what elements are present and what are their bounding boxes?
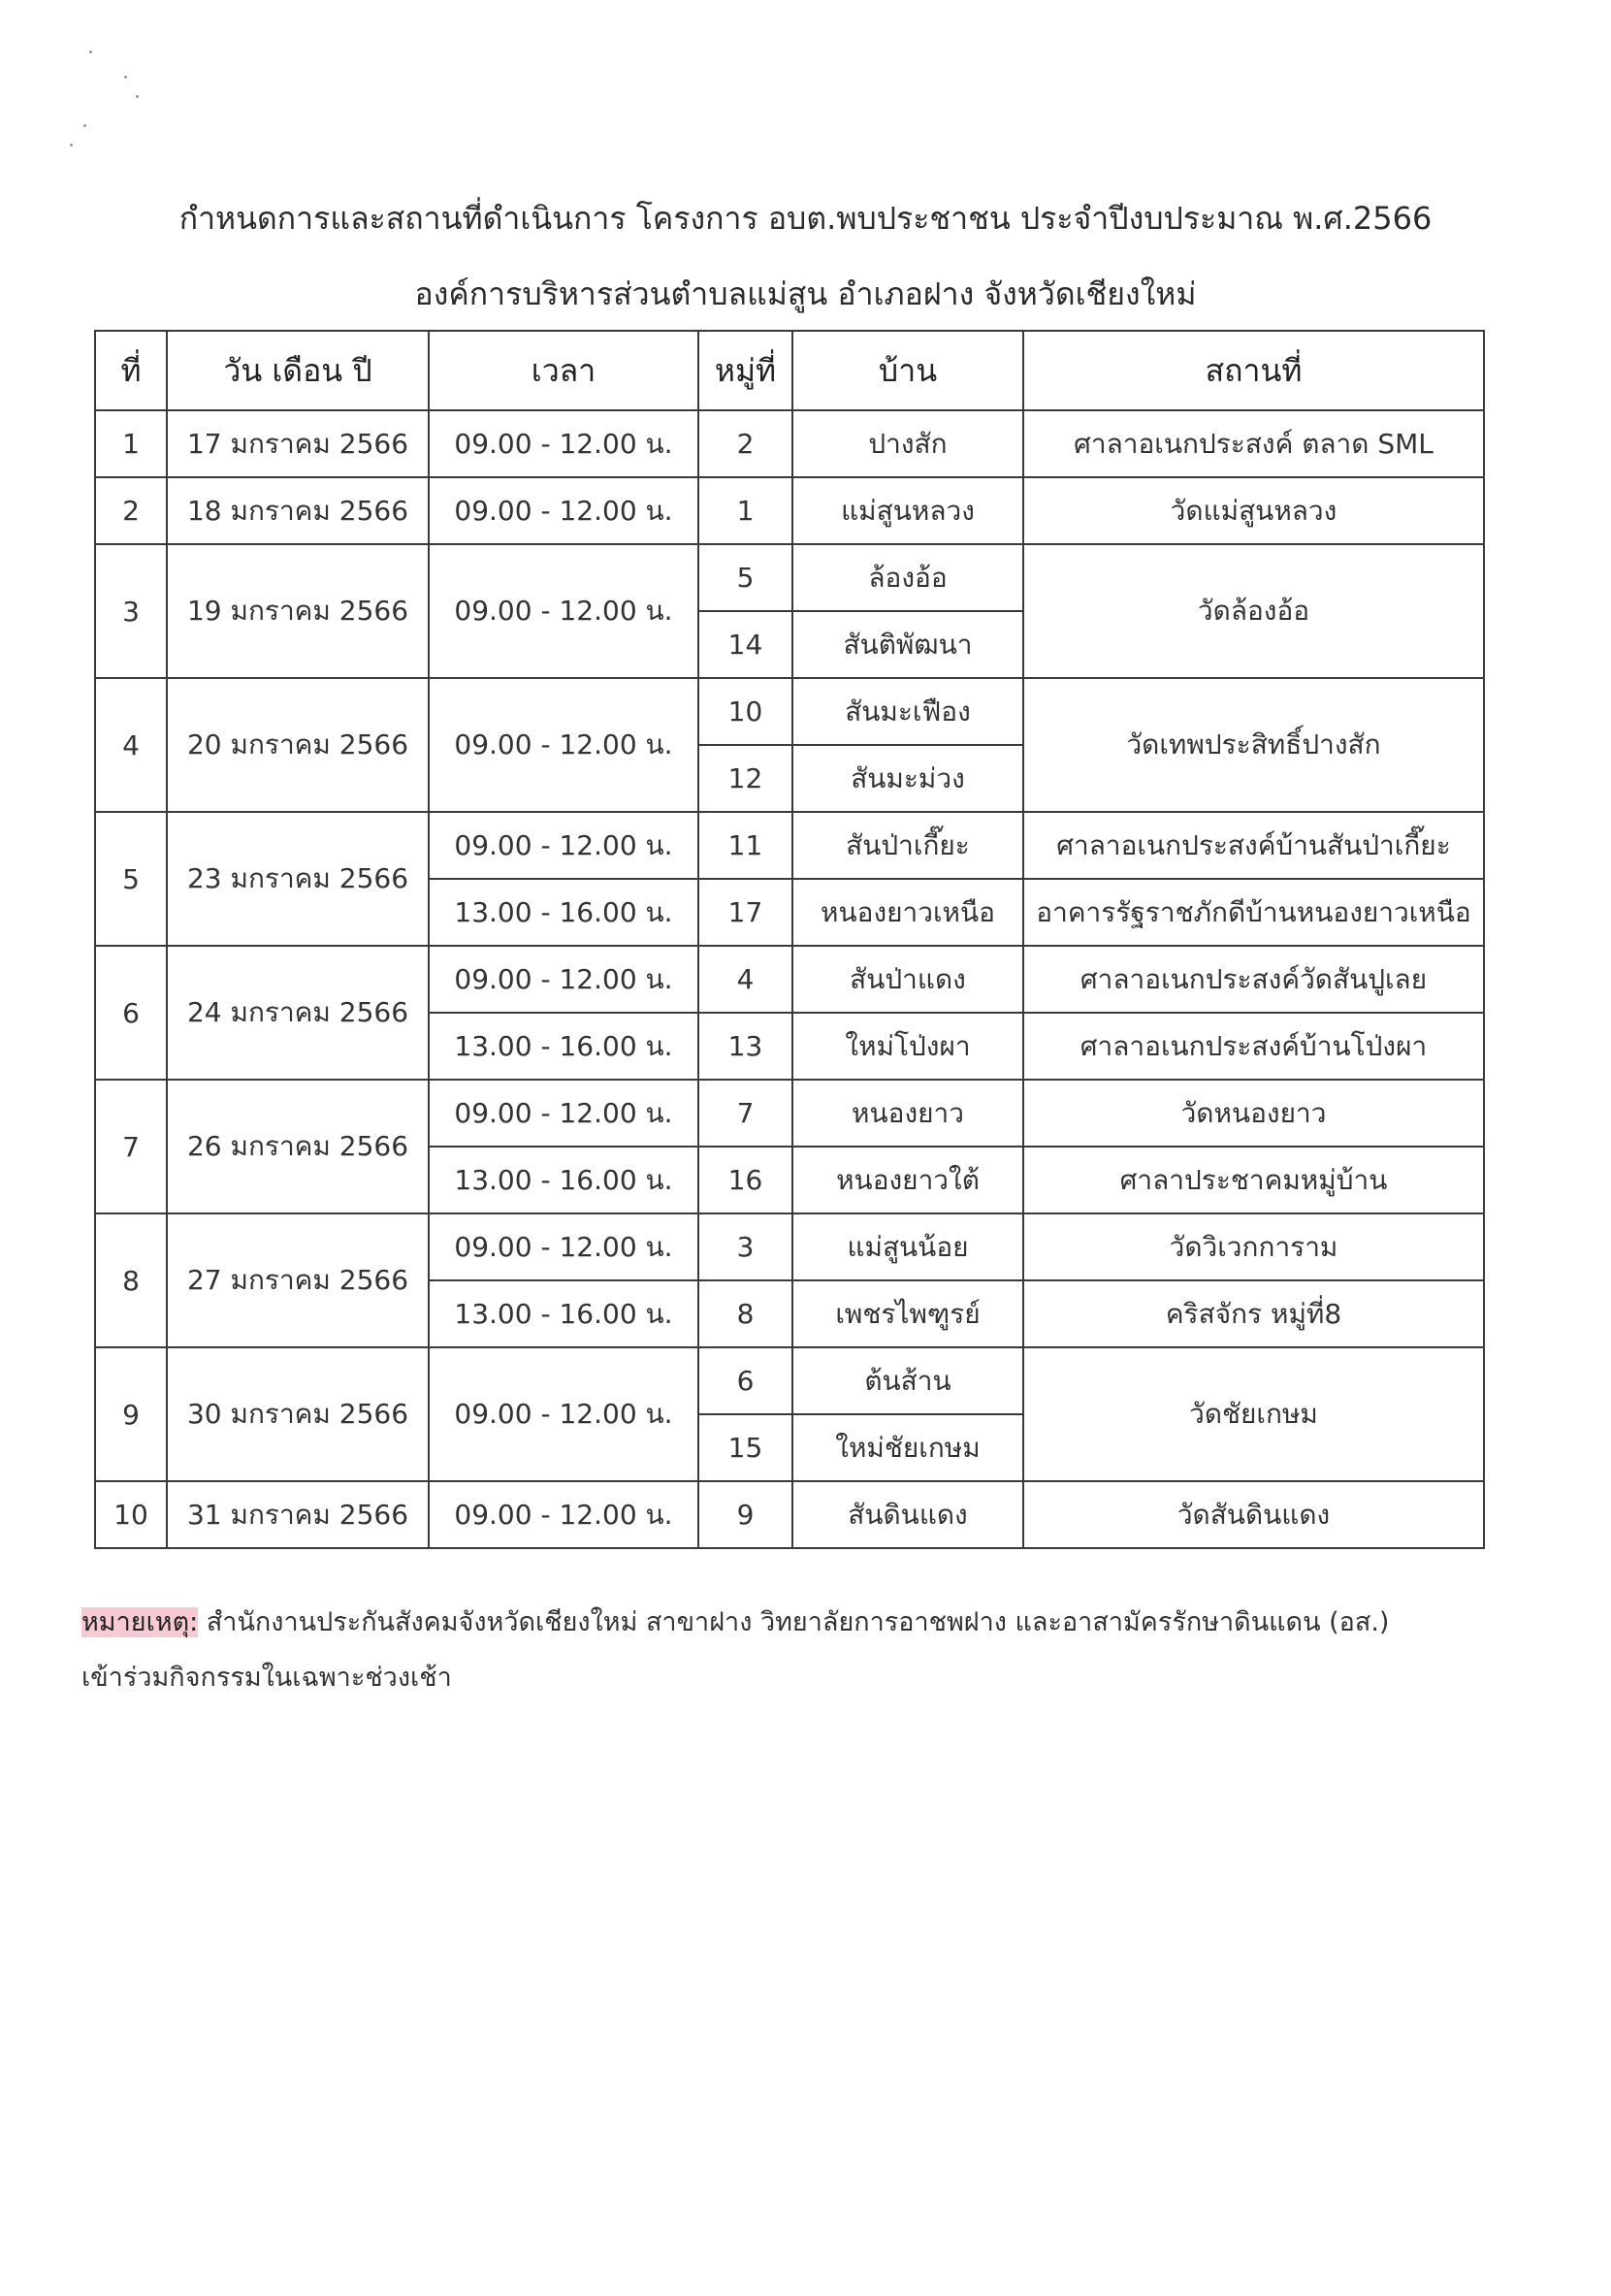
place-cell: ศาลาประชาคมหมู่บ้าน [1023, 1147, 1484, 1213]
time-cell: 09.00 - 12.00 น. [429, 1213, 698, 1280]
column-header-moo: หมู่ที่ [698, 331, 792, 410]
village-cell: หนองยาวใต้ [792, 1147, 1023, 1213]
row-number: 5 [95, 812, 167, 946]
village-cell: ใหม่ชัยเกษม [792, 1414, 1023, 1481]
column-header-date: วัน เดือน ปี [167, 331, 429, 410]
village-cell: สันดินแดง [792, 1481, 1023, 1548]
place-cell: วัดวิเวกการาม [1023, 1213, 1484, 1280]
table-row [95, 1213, 1484, 1280]
row-number: 3 [95, 544, 167, 678]
village-cell: ล้องอ้อ [792, 544, 1023, 611]
village-cell: หนองยาวเหนือ [792, 879, 1023, 946]
date-cell: 23 มกราคม 2566 [167, 812, 429, 946]
moo-cell: 4 [698, 946, 792, 1013]
village-cell: แม่สูนน้อย [792, 1213, 1023, 1280]
village-cell: ใหม่โป่งผา [792, 1013, 1023, 1080]
remark-text: สำนักงานประกันสังคมจังหวัดเชียงใหม่ สาขาฝาง วิทยาลัยการอาชพฝาง และอาสามัครรักษาดินแดน (อส.) [198, 1607, 1390, 1637]
moo-cell: 14 [698, 611, 792, 678]
village-cell: สันมะม่วง [792, 745, 1023, 812]
table-row [95, 1481, 1484, 1548]
village-cell: หนองยาว [792, 1080, 1023, 1147]
village-cell: ปางสัก [792, 410, 1023, 477]
village-cell: สันมะเฟือง [792, 678, 1023, 745]
row-number: 7 [95, 1080, 167, 1213]
document-subtitle: องค์การบริหารส่วนตำบลแม่สูน อำเภอฝาง จังหวัดเชียงใหม่ [414, 275, 1197, 312]
row-number: 6 [95, 946, 167, 1080]
table-row [95, 678, 1484, 745]
village-cell: แม่สูนหลวง [792, 477, 1023, 544]
place-cell: วัดชัยเกษม [1023, 1347, 1484, 1481]
date-cell: 30 มกราคม 2566 [167, 1347, 429, 1481]
table-row [95, 477, 1484, 544]
moo-cell: 2 [698, 410, 792, 477]
scan-speck [70, 144, 73, 146]
table-row [95, 410, 1484, 477]
moo-cell: 10 [698, 678, 792, 745]
place-cell: ศาลาอเนกประสงค์บ้านสันป่าเกี๊ยะ [1023, 812, 1484, 879]
village-cell: สันติพัฒนา [792, 611, 1023, 678]
table-row [95, 812, 1484, 879]
scan-speck [124, 76, 127, 79]
table-row [95, 946, 1484, 1013]
moo-cell: 5 [698, 544, 792, 611]
place-cell: วัดสันดินแดง [1023, 1481, 1484, 1548]
date-cell: 24 มกราคม 2566 [167, 946, 429, 1080]
date-cell: 18 มกราคม 2566 [167, 477, 429, 544]
column-header-place: สถานที่ [1023, 331, 1484, 410]
remark-text-continued: เข้าร่วมกิจกรรมในเฉพาะช่วงเช้า [81, 1663, 452, 1693]
moo-cell: 13 [698, 1013, 792, 1080]
date-cell: 26 มกราคม 2566 [167, 1080, 429, 1213]
place-cell: ศาลาอเนกประสงค์ ตลาด SML [1023, 410, 1484, 477]
date-cell: 19 มกราคม 2566 [167, 544, 429, 678]
date-cell: 17 มกราคม 2566 [167, 410, 429, 477]
moo-cell: 1 [698, 477, 792, 544]
date-cell: 31 มกราคม 2566 [167, 1481, 429, 1548]
time-cell: 09.00 - 12.00 น. [429, 1481, 698, 1548]
village-cell: เพชรไพฑูรย์ [792, 1280, 1023, 1347]
remark-label: หมายเหตุ: [81, 1607, 199, 1637]
moo-cell: 11 [698, 812, 792, 879]
column-header-village: บ้าน [792, 331, 1023, 410]
row-number: 8 [95, 1213, 167, 1347]
moo-cell: 3 [698, 1213, 792, 1280]
village-cell: สันป่าเกี๊ยะ [792, 812, 1023, 879]
place-cell: อาคารรัฐราชภักดีบ้านหนองยาวเหนือ [1023, 879, 1484, 946]
time-cell: 09.00 - 12.00 น. [429, 1080, 698, 1147]
row-number: 9 [95, 1347, 167, 1481]
place-cell: คริสจักร หมู่ที่8 [1023, 1280, 1484, 1347]
village-cell: ต้นส้าน [792, 1347, 1023, 1414]
time-cell: 09.00 - 12.00 น. [429, 678, 698, 812]
table-row [95, 544, 1484, 611]
row-number: 10 [95, 1481, 167, 1548]
place-cell: วัดล้องอ้อ [1023, 544, 1484, 678]
table-row [95, 1080, 1484, 1147]
date-cell: 20 มกราคม 2566 [167, 678, 429, 812]
scan-speck [89, 50, 92, 53]
moo-cell: 15 [698, 1414, 792, 1481]
moo-cell: 7 [698, 1080, 792, 1147]
moo-cell: 17 [698, 879, 792, 946]
time-cell: 13.00 - 16.00 น. [429, 879, 698, 946]
row-number: 4 [95, 678, 167, 812]
time-cell: 09.00 - 12.00 น. [429, 410, 698, 477]
schedule-table [94, 330, 1485, 1549]
date-cell: 27 มกราคม 2566 [167, 1213, 429, 1347]
remark [81, 1595, 1517, 1705]
row-number: 2 [95, 477, 167, 544]
time-cell: 09.00 - 12.00 น. [429, 477, 698, 544]
column-header-no: ที่ [95, 331, 167, 410]
scan-speck [83, 124, 86, 127]
place-cell: ศาลาอเนกประสงค์วัดสันปูเลย [1023, 946, 1484, 1013]
table-header-row [95, 331, 1484, 410]
row-number: 1 [95, 410, 167, 477]
place-cell: ศาลาอเนกประสงค์บ้านโป่งผา [1023, 1013, 1484, 1080]
moo-cell: 16 [698, 1147, 792, 1213]
time-cell: 13.00 - 16.00 น. [429, 1280, 698, 1347]
moo-cell: 12 [698, 745, 792, 812]
time-cell: 09.00 - 12.00 น. [429, 1347, 698, 1481]
place-cell: วัดแม่สูนหลวง [1023, 477, 1484, 544]
time-cell: 09.00 - 12.00 น. [429, 544, 698, 678]
table-row [95, 1347, 1484, 1414]
place-cell: วัดหนองยาว [1023, 1080, 1484, 1147]
time-cell: 09.00 - 12.00 น. [429, 946, 698, 1013]
document-title: กำหนดการและสถานที่ดำเนินการ โครงการ อบต.พบประชาชน ประจำปีงบประมาณ พ.ศ.2566 [178, 200, 1433, 237]
moo-cell: 8 [698, 1280, 792, 1347]
place-cell: วัดเทพประสิทธิ์ปางสัก [1023, 678, 1484, 812]
time-cell: 13.00 - 16.00 น. [429, 1013, 698, 1080]
scan-speck [136, 95, 139, 98]
time-cell: 09.00 - 12.00 น. [429, 812, 698, 879]
schedule-table-body [95, 410, 1484, 1548]
village-cell: สันป่าแดง [792, 946, 1023, 1013]
column-header-time: เวลา [429, 331, 698, 410]
time-cell: 13.00 - 16.00 น. [429, 1147, 698, 1213]
moo-cell: 9 [698, 1481, 792, 1548]
moo-cell: 6 [698, 1347, 792, 1414]
